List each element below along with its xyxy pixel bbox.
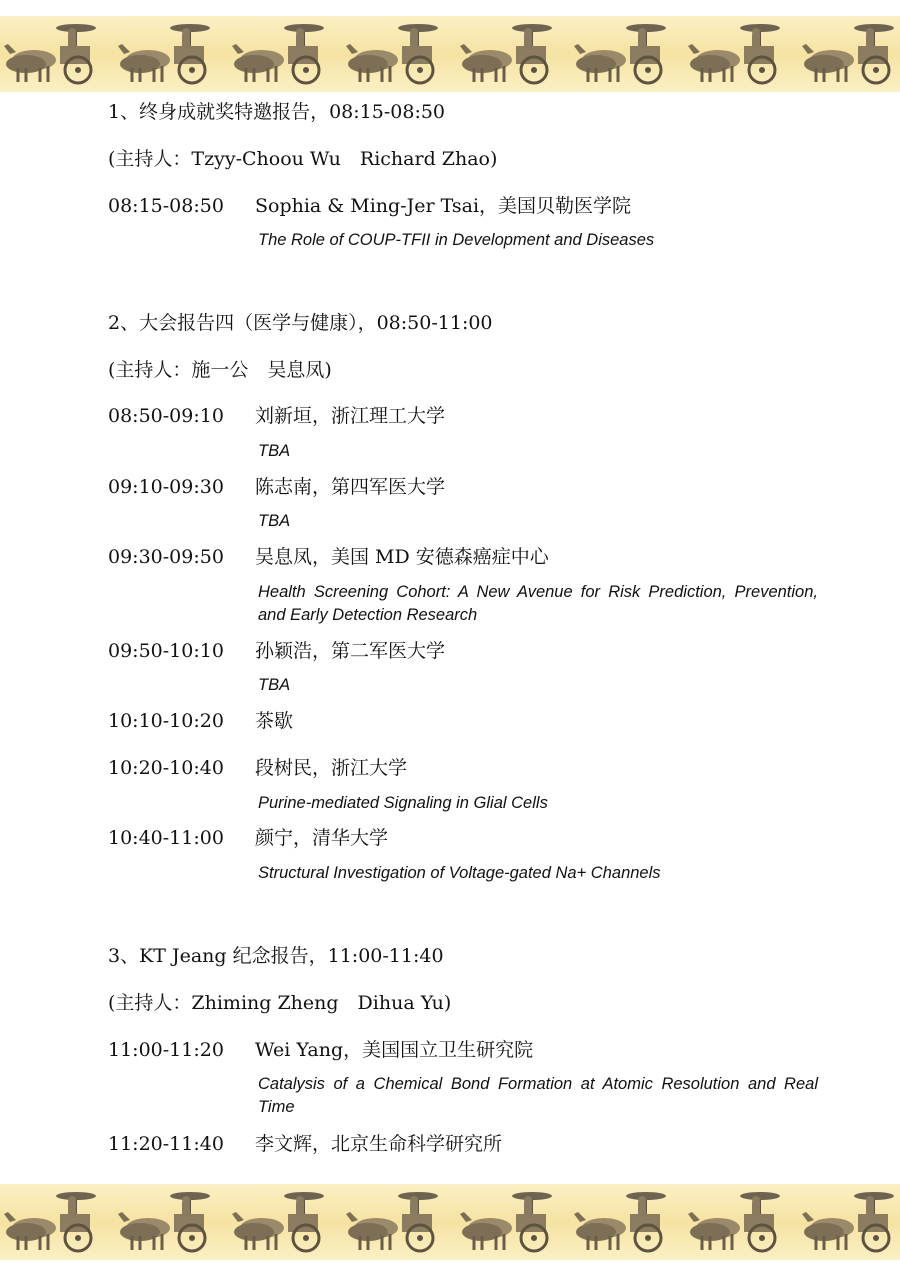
session-speaker: 吴息凤，美国 MD 安德森癌症中心 <box>255 546 549 568</box>
session-time: 11:20-11:40 <box>108 1133 224 1155</box>
session-time: 11:00-11:20 <box>108 1039 224 1061</box>
session-talk: The Role of COUP-TFII in Development and Diseases <box>258 231 655 249</box>
session-talk: Structural Investigation of Voltage-gated Na+ Channels <box>258 864 661 882</box>
session-talk: Catalysis of a Chemical Bond Formation at Atomic Resolution and Real Time <box>258 1075 818 1116</box>
session-speaker: 茶歇 <box>255 710 294 732</box>
section-title: 2、大会报告四（医学与健康），08:50-11:00 <box>108 312 493 334</box>
session-speaker: 李文辉，北京生命科学研究所 <box>255 1133 503 1155</box>
session-speaker: Wei Yang，美国国立卫生研究院 <box>255 1039 534 1061</box>
session-speaker: 刘新垣，浙江理工大学 <box>255 405 446 427</box>
section-title: 3、KT Jeang 纪念报告，11:00-11:40 <box>108 945 444 967</box>
session-speaker: 孙颖浩，第二军医大学 <box>255 640 446 662</box>
section-host: (主持人：施一公 吴息凤) <box>108 359 332 381</box>
session-time: 10:10-10:20 <box>108 710 224 732</box>
session-speaker: 段树民，浙江大学 <box>255 757 408 779</box>
session-talk: Purine-mediated Signaling in Glial Cells <box>258 794 548 812</box>
session-time: 10:40-11:00 <box>108 827 224 849</box>
session-time: 08:15-08:50 <box>108 195 224 217</box>
session-talk: TBA <box>258 512 291 530</box>
session-time: 10:20-10:40 <box>108 757 224 779</box>
session-time: 08:50-09:10 <box>108 405 224 427</box>
section-host: (主持人：Tzyy-Choou Wu Richard Zhao) <box>108 148 498 170</box>
session-time: 09:10-09:30 <box>108 476 224 498</box>
section-title: 1、终身成就奖特邀报告，08:15-08:50 <box>108 101 446 123</box>
section-host: (主持人：Zhiming Zheng Dihua Yu) <box>108 992 452 1014</box>
session-talk: Health Screening Cohort: A New Avenue for Risk Prediction, Prevention, and Early Detection Research <box>258 583 818 624</box>
session-time: 09:50-10:10 <box>108 640 224 662</box>
session-talk: TBA <box>258 442 291 460</box>
session-speaker: Sophia & Ming-Jer Tsai，美国贝勒医学院 <box>255 195 632 217</box>
session-speaker: 颜宁，清华大学 <box>255 827 389 849</box>
session-time: 09:30-09:50 <box>108 546 224 568</box>
session-talk: TBA <box>258 676 291 694</box>
session-speaker: 陈志南，第四军医大学 <box>255 476 446 498</box>
